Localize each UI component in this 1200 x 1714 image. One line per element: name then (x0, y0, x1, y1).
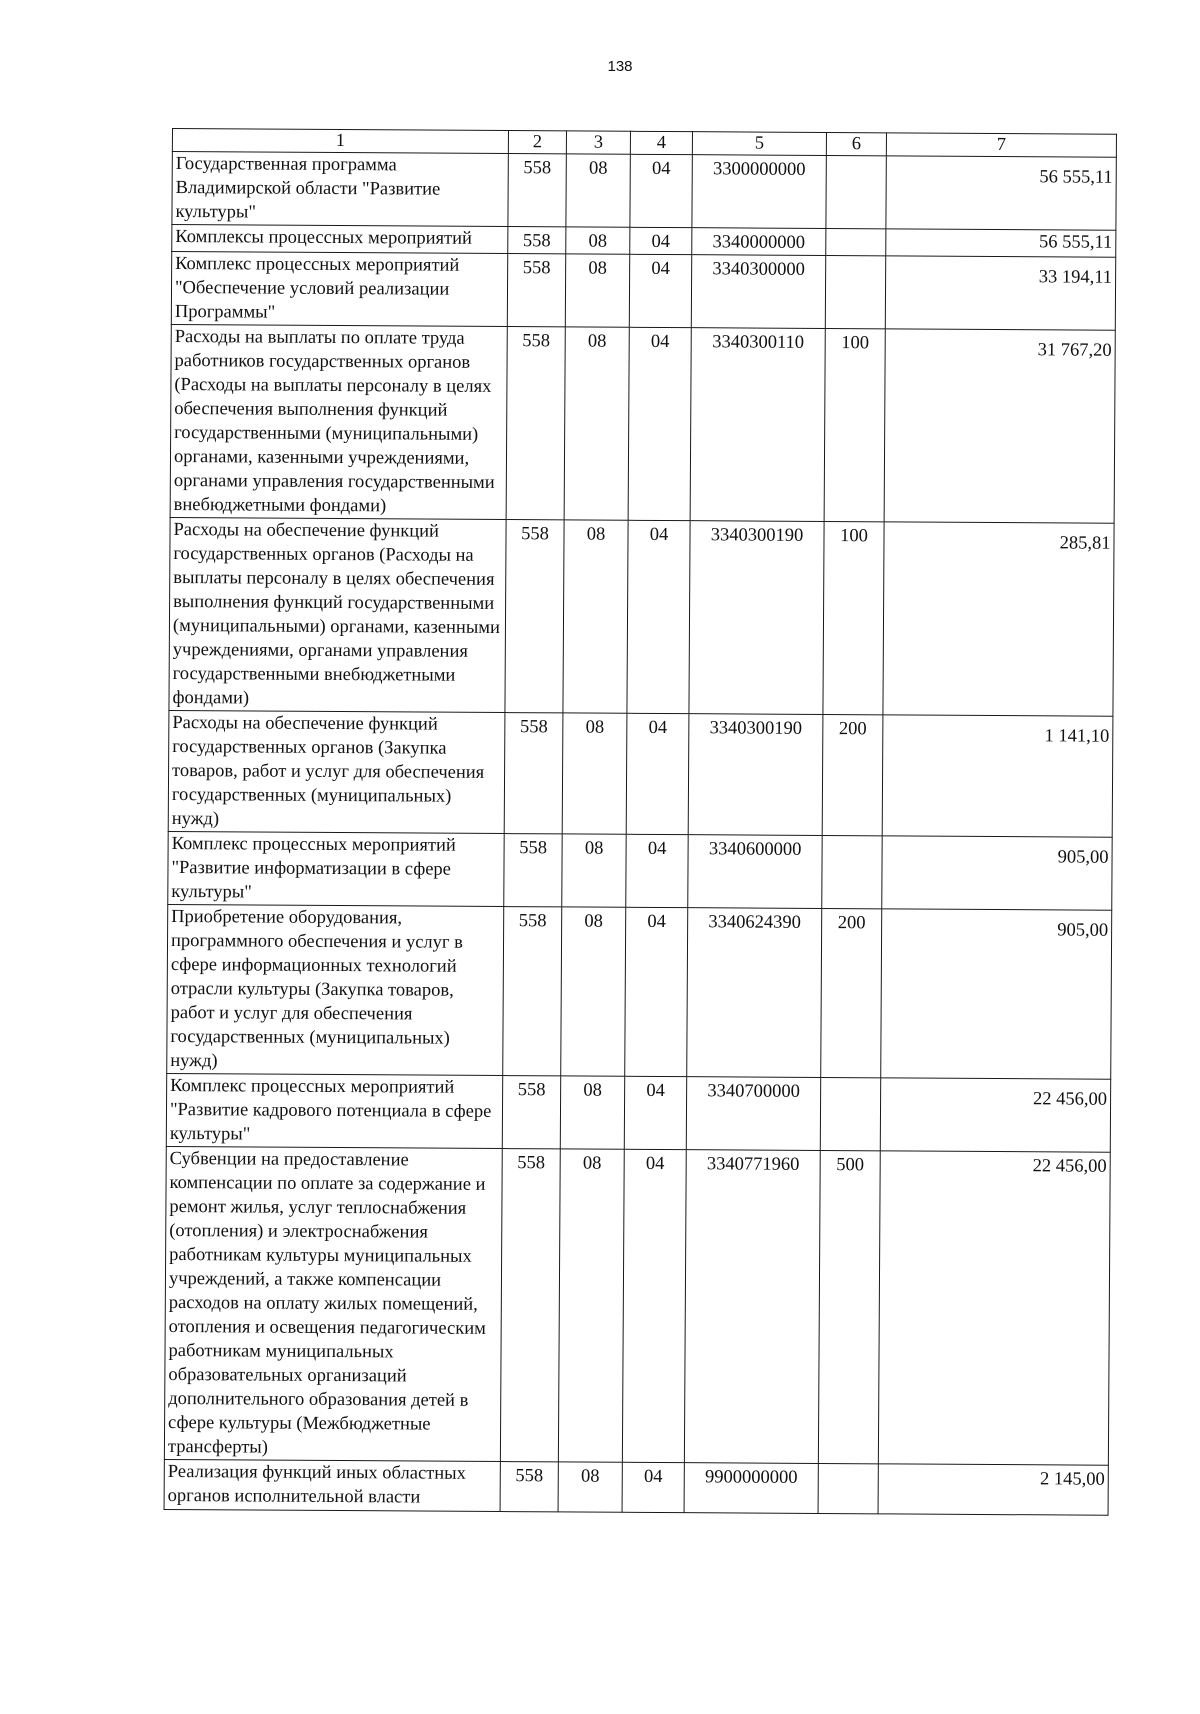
row-code-3: 08 (564, 327, 629, 520)
row-code-4: 04 (626, 713, 689, 834)
row-code-6 (822, 835, 882, 908)
row-sum: 56 555,11 (886, 156, 1116, 230)
row-code-6: 100 (823, 521, 884, 714)
row-code-2: 558 (503, 907, 562, 1076)
row-code-5: 9900000000 (684, 1463, 818, 1514)
row-name: Государственная программа Владимирской области "Развитие культуры" (172, 152, 508, 227)
row-name: Субвенции на предоставление компенсации по оплате за содержание и ремонт жилья, услуг теплоснабжения (отопления) и электроснабжения работникам культуры муниципальных учреждений, а также компенсации расходов на оплату жилых помещений, отопления и освещения педагогическим работникам муниципальных образовательных организаций дополнительного образования детей в сфере культуры (Межбюджетные трансферты) (164, 1146, 502, 1461)
column-header: 4 (630, 131, 692, 154)
row-code-5: 3340000000 (692, 228, 826, 256)
row-code-6: 200 (822, 714, 883, 835)
row-code-3: 08 (565, 254, 629, 327)
row-code-5: 3340700000 (686, 1077, 820, 1151)
row-code-3: 08 (562, 834, 626, 907)
table-row (164, 1146, 1110, 1465)
table-row (169, 517, 1114, 716)
budget-table (164, 128, 1117, 1516)
column-header: 6 (826, 132, 886, 155)
row-name: Комплексы процессных мероприятий (172, 225, 508, 254)
row-code-4: 04 (624, 1076, 686, 1149)
row-code-3: 08 (558, 1149, 624, 1462)
row-code-5: 3340300110 (690, 328, 825, 522)
row-name: Приобретение оборудования, программного обеспечения и услуг в сфере информационных технологий отрасли культуры (Закупка товаров, работ и услуг для обеспечения государственных (муниципальных) нужд) (167, 904, 504, 1075)
row-sum: 31 767,20 (884, 329, 1115, 523)
row-code-4: 04 (622, 1462, 684, 1512)
column-header: 1 (172, 129, 508, 154)
row-sum: 33 194,11 (885, 256, 1115, 330)
row-code-5: 3340624390 (687, 908, 822, 1078)
row-code-2: 558 (507, 254, 565, 327)
row-code-5: 3340300000 (691, 255, 825, 329)
row-code-4: 04 (630, 227, 692, 254)
row-code-5: 3340600000 (688, 835, 822, 909)
row-code-2: 558 (504, 713, 563, 834)
table-row (168, 831, 1112, 910)
row-code-3: 08 (566, 154, 630, 227)
row-code-2: 558 (500, 1149, 560, 1462)
row-sum: 22 456,00 (878, 1151, 1110, 1465)
row-code-5: 3340771960 (684, 1150, 820, 1464)
row-code-6: 200 (821, 908, 882, 1077)
row-code-4: 04 (626, 834, 688, 907)
row-code-2: 558 (502, 1076, 560, 1149)
table-row (168, 710, 1113, 837)
row-code-3: 08 (560, 1076, 624, 1149)
column-header: 7 (886, 133, 1116, 157)
row-code-3: 08 (562, 713, 627, 834)
row-code-2: 558 (506, 327, 565, 520)
table-row (170, 324, 1115, 523)
row-code-2: 558 (500, 1462, 558, 1512)
row-code-3: 08 (563, 520, 628, 713)
row-name: Комплекс процессных мероприятий "Развитие информатизации в сфере культуры" (168, 831, 504, 906)
row-code-4: 04 (627, 520, 690, 713)
table-row (171, 252, 1115, 331)
row-sum: 905,00 (882, 836, 1112, 910)
row-code-3: 08 (558, 1462, 622, 1512)
page-number: 138 (607, 58, 633, 75)
row-code-5: 3340300190 (689, 521, 824, 715)
row-code-2: 558 (508, 227, 566, 254)
row-code-4: 04 (630, 154, 692, 227)
row-code-4: 04 (622, 1149, 686, 1462)
row-sum: 2 145,00 (878, 1464, 1108, 1515)
row-sum: 56 555,11 (886, 229, 1116, 257)
row-name: Расходы на обеспечение функций государственных органов (Закупка товаров, работ и услуг для обеспечения государственных (муниципальных) нужд) (168, 710, 505, 833)
table-row (167, 904, 1112, 1079)
table-row (172, 152, 1116, 231)
row-code-5: 3300000000 (692, 155, 826, 229)
row-name: Комплекс процессных мероприятий "Обеспечение условий реализации Программы" (171, 252, 507, 327)
row-code-2: 558 (505, 520, 564, 713)
row-code-5: 3340300190 (688, 714, 823, 836)
row-code-2: 558 (508, 154, 566, 227)
row-code-3: 08 (561, 907, 626, 1076)
row-code-4: 04 (625, 907, 688, 1076)
row-name: Расходы на обеспечение функций государственных органов (Расходы на выплаты персоналу в целях обеспечения выполнения функций государственными (муниципальными) органами, казенными учреждениями, органами управления государственными внебюджетными фондами) (169, 517, 506, 712)
row-name: Реализация функций иных областных органов исполнительной власти (164, 1459, 500, 1511)
row-code-2: 558 (504, 834, 562, 907)
row-code-6 (825, 255, 885, 328)
row-code-6 (826, 155, 886, 228)
row-code-6: 100 (824, 328, 885, 521)
row-code-3: 08 (566, 227, 630, 254)
column-header: 3 (566, 131, 630, 154)
row-code-6: 500 (818, 1150, 880, 1463)
row-name: Комплекс процессных мероприятий "Развитие кадрового потенциала в сфере культуры" (166, 1073, 502, 1148)
row-code-6 (826, 228, 886, 255)
row-code-6 (820, 1077, 880, 1150)
row-code-4: 04 (629, 254, 691, 327)
column-header: 5 (692, 132, 826, 156)
row-sum: 905,00 (881, 909, 1112, 1079)
column-header: 2 (508, 131, 566, 154)
row-sum: 22 456,00 (880, 1078, 1110, 1152)
row-sum: 1 141,10 (882, 715, 1113, 837)
table-row (166, 1073, 1110, 1152)
row-code-4: 04 (628, 327, 691, 520)
row-code-6 (818, 1463, 878, 1513)
row-sum: 285,81 (883, 522, 1114, 716)
table-row (164, 1459, 1108, 1515)
row-name: Расходы на выплаты по оплате труда работников государственных органов (Расходы на выплаты персоналу в целях обеспечения выполнения функций государственными (муниципальными) органами, казенными учреждениями, органами управления государственными внебюджетными фондами) (170, 324, 507, 519)
